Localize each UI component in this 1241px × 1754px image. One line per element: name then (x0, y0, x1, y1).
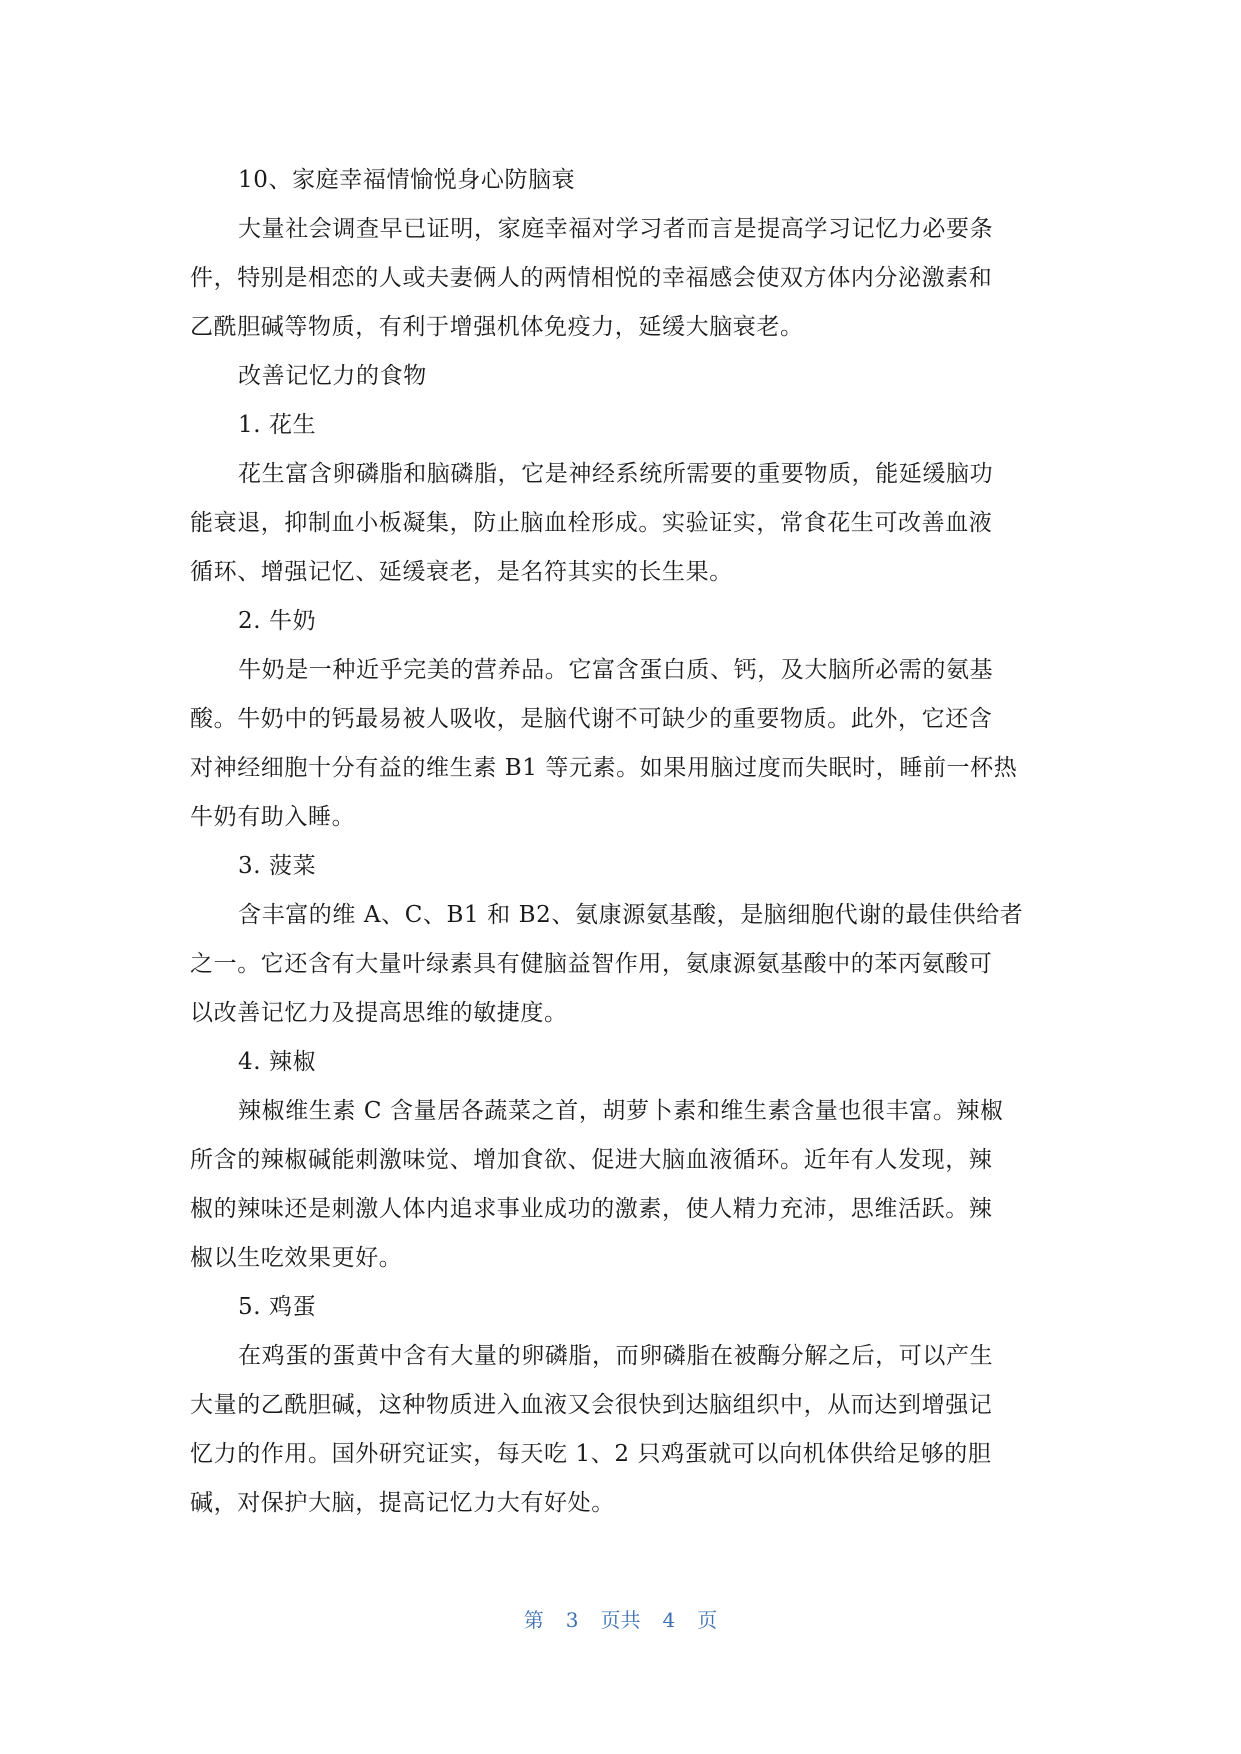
text-line: 循环、增强记忆、延缓衰老，是名符其实的长生果。 (190, 559, 733, 585)
item-heading: 3. 菠菜 (238, 853, 317, 879)
text-line: 10、家庭幸福情愉悦身心防脑衰 (238, 167, 576, 193)
page-prefix: 第 (523, 1608, 544, 1632)
total-pages-number: 4 (662, 1608, 676, 1632)
item-heading: 1. 花生 (238, 412, 317, 438)
text-line: 对神经细胞十分有益的维生素 B1 等元素。如果用脑过度而失眠时，睡前一杯热 (190, 755, 1018, 781)
text-line: 牛奶是一种近乎完美的营养品。它富含蛋白质、钙，及大脑所必需的氨基 (238, 657, 994, 683)
text-line: 之一。它还含有大量叶绿素具有健脑益智作用，氨康源氨基酸中的苯丙氨酸可 (190, 951, 993, 977)
text-line: 大量的乙酰胆碱，这种物质进入血液又会很快到达脑组织中，从而达到增强记 (190, 1392, 993, 1418)
page-number-footer (0, 1607, 1241, 1633)
document-body (190, 156, 1060, 1528)
page-mid-text: 页共 (600, 1608, 641, 1632)
current-page-number: 3 (565, 1608, 579, 1632)
text-line: 椒以生吃效果更好。 (190, 1245, 403, 1271)
text-line: 碱，对保护大脑，提高记忆力大有好处。 (190, 1490, 615, 1516)
section-heading: 改善记忆力的食物 (238, 363, 427, 389)
text-line: 乙酰胆碱等物质，有利于增强机体免疫力，延缓大脑衰老。 (190, 314, 804, 340)
text-line: 花生富含卵磷脂和脑磷脂，它是神经系统所需要的重要物质，能延缓脑功 (238, 461, 994, 487)
text-line: 辣椒维生素 C 含量居各蔬菜之首，胡萝卜素和维生素含量也很丰富。辣椒 (238, 1098, 1004, 1124)
item-heading: 4. 辣椒 (238, 1049, 317, 1075)
text-line: 大量社会调查早已证明，家庭幸福对学习者而言是提高学习记忆力必要条 (238, 216, 994, 242)
text-line: 件，特别是相恋的人或夫妻俩人的两情相悦的幸福感会使双方体内分泌激素和 (190, 265, 993, 291)
text-line: 酸。牛奶中的钙最易被人吸收，是脑代谢不可缺少的重要物质。此外，它还含 (190, 706, 993, 732)
page-suffix: 页 (697, 1608, 718, 1632)
text-line: 忆力的作用。国外研究证实，每天吃 1、2 只鸡蛋就可以向机体供给足够的胆 (190, 1441, 992, 1467)
item-heading: 2. 牛奶 (238, 608, 317, 634)
text-line: 含丰富的维 A、C、B1 和 B2、氨康源氨基酸，是脑细胞代谢的最佳供给者 (238, 902, 1024, 928)
text-line: 能衰退，抑制血小板凝集，防止脑血栓形成。实验证实，常食花生可改善血液 (190, 510, 993, 536)
text-line: 所含的辣椒碱能刺激味觉、增加食欲、促进大脑血液循环。近年有人发现，辣 (190, 1147, 993, 1173)
text-line: 在鸡蛋的蛋黄中含有大量的卵磷脂，而卵磷脂在被酶分解之后，可以产生 (238, 1343, 994, 1369)
text-line: 牛奶有助入睡。 (190, 804, 356, 830)
text-line: 以改善记忆力及提高思维的敏捷度。 (190, 1000, 568, 1026)
text-line: 椒的辣味还是刺激人体内追求事业成功的激素，使人精力充沛，思维活跃。辣 (190, 1196, 993, 1222)
item-heading: 5. 鸡蛋 (238, 1294, 317, 1320)
